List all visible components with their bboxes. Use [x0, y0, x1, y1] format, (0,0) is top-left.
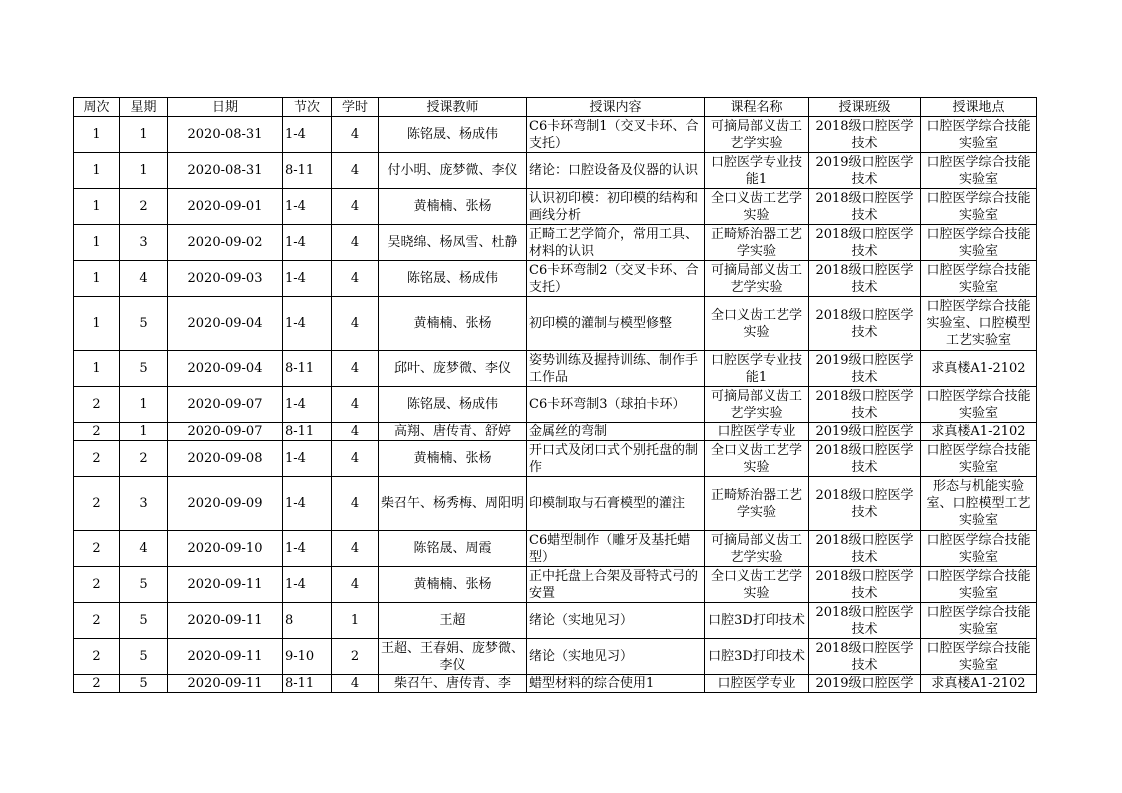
table-cell: 正畸矫治器工艺学实验: [705, 225, 809, 261]
table-cell: 陈铭晟、周霞: [379, 531, 527, 567]
table-cell: 2018级口腔医学技术: [809, 477, 921, 531]
column-header: 周次: [74, 98, 120, 117]
table-cell: 口腔医学综合技能实验室: [921, 189, 1037, 225]
table-cell: 1-4: [283, 567, 332, 603]
table-cell: 2018级口腔医学技术: [809, 261, 921, 297]
table-row: [74, 531, 1037, 567]
table-cell: 2019级口腔医学技术: [809, 153, 921, 189]
table-cell: 2018级口腔医学技术: [809, 441, 921, 477]
table-cell: 口腔医学综合技能实验室: [921, 567, 1037, 603]
table-cell: 黄楠楠、张杨: [379, 297, 527, 351]
table-cell: 8: [283, 603, 332, 639]
table-cell: 2018级口腔医学技术: [809, 225, 921, 261]
table-cell: 求真楼A1-2102: [921, 675, 1037, 693]
table-cell: 2018级口腔医学技术: [809, 387, 921, 423]
table-cell: 2019级口腔医学: [809, 675, 921, 693]
table-cell: C6卡环弯制3（球拍卡环）: [527, 387, 705, 423]
table-cell: 2020-09-02: [168, 225, 283, 261]
table-row: [74, 225, 1037, 261]
table-cell: 3: [120, 225, 168, 261]
table-cell: 4: [332, 387, 379, 423]
table-cell: 2: [74, 531, 120, 567]
table-cell: 2: [74, 387, 120, 423]
table-cell: 2018级口腔医学技术: [809, 297, 921, 351]
table-cell: 姿势训练及握持训练、制作手工作品: [527, 351, 705, 387]
table-cell: 2020-09-07: [168, 423, 283, 441]
table-row: [74, 639, 1037, 675]
table-cell: 1: [332, 603, 379, 639]
column-header: 学时: [332, 98, 379, 117]
column-header: 授课班级: [809, 98, 921, 117]
table-cell: 2020-09-11: [168, 567, 283, 603]
table-cell: 2018级口腔医学技术: [809, 567, 921, 603]
table-cell: 2: [74, 603, 120, 639]
table-row: [74, 117, 1037, 153]
table-row: [74, 603, 1037, 639]
column-header: 课程名称: [705, 98, 809, 117]
table-cell: 5: [120, 297, 168, 351]
table-cell: C6卡环弯制1（交叉卡环、合支托）: [527, 117, 705, 153]
table-cell: 4: [332, 567, 379, 603]
table-cell: 1: [74, 189, 120, 225]
table-cell: 4: [332, 261, 379, 297]
table-cell: 金属丝的弯制: [527, 423, 705, 441]
table-row: [74, 423, 1037, 441]
table-cell: 口腔医学综合技能实验室: [921, 117, 1037, 153]
table-cell: 4: [332, 297, 379, 351]
table-cell: 口腔医学综合技能实验室: [921, 639, 1037, 675]
table-cell: 求真楼A1-2102: [921, 351, 1037, 387]
table-cell: 8-11: [283, 675, 332, 693]
table-cell: 口腔3D打印技术: [705, 603, 809, 639]
table-cell: 4: [332, 423, 379, 441]
table-cell: 陈铭晟、杨成伟: [379, 117, 527, 153]
table-cell: 口腔医学综合技能实验室: [921, 441, 1037, 477]
table-cell: 8-11: [283, 351, 332, 387]
table-cell: 初印模的灌制与模型修整: [527, 297, 705, 351]
table-cell: 1-4: [283, 189, 332, 225]
table-cell: 绪论（实地见习）: [527, 639, 705, 675]
table-cell: 蜡型材料的综合使用1: [527, 675, 705, 693]
table-cell: 2020-09-03: [168, 261, 283, 297]
table-row: [74, 387, 1037, 423]
table-cell: 付小明、庞梦微、李仪: [379, 153, 527, 189]
table-cell: 口腔医学综合技能实验室: [921, 387, 1037, 423]
table-cell: 2: [74, 567, 120, 603]
table-cell: 可摘局部义齿工艺学实验: [705, 531, 809, 567]
table-cell: 2020-09-07: [168, 387, 283, 423]
table-cell: 口腔医学综合技能实验室: [921, 603, 1037, 639]
table-row: [74, 477, 1037, 531]
table-cell: 口腔医学专业技能1: [705, 351, 809, 387]
table-cell: 口腔医学综合技能实验室: [921, 225, 1037, 261]
table-cell: 2018级口腔医学技术: [809, 117, 921, 153]
table-cell: 陈铭晟、杨成伟: [379, 261, 527, 297]
table-cell: 1-4: [283, 225, 332, 261]
table-cell: 2020-09-10: [168, 531, 283, 567]
table-cell: 口腔医学综合技能实验室、口腔模型工艺实验室: [921, 297, 1037, 351]
table-cell: 4: [332, 675, 379, 693]
table-cell: 8-11: [283, 423, 332, 441]
table-cell: 2018级口腔医学技术: [809, 639, 921, 675]
column-header: 授课教师: [379, 98, 527, 117]
column-header: 节次: [283, 98, 332, 117]
table-cell: 1: [120, 117, 168, 153]
table-cell: 正中托盘上合架及哥特式弓的安置: [527, 567, 705, 603]
table-cell: 1-4: [283, 477, 332, 531]
table-cell: 1: [74, 261, 120, 297]
table-cell: 2020-08-31: [168, 117, 283, 153]
table-cell: 2: [74, 477, 120, 531]
table-cell: 绪论：口腔设备及仪器的认识: [527, 153, 705, 189]
table-cell: 1: [74, 225, 120, 261]
table-cell: 邱叶、庞梦微、李仪: [379, 351, 527, 387]
table-cell: 柴召午、唐传青、李: [379, 675, 527, 693]
table-cell: 2018级口腔医学技术: [809, 531, 921, 567]
table-cell: 认识初印模：初印模的结构和画线分析: [527, 189, 705, 225]
table-cell: 2020-09-04: [168, 351, 283, 387]
table-cell: 吴晓绵、杨凤雪、杜静: [379, 225, 527, 261]
table-cell: 4: [120, 531, 168, 567]
table-cell: 黄楠楠、张杨: [379, 441, 527, 477]
table-cell: 绪论（实地见习）: [527, 603, 705, 639]
table-cell: 4: [332, 351, 379, 387]
table-cell: 2020-08-31: [168, 153, 283, 189]
schedule-table: [73, 97, 1037, 693]
table-cell: 4: [332, 531, 379, 567]
table-cell: 4: [120, 261, 168, 297]
table-cell: 5: [120, 567, 168, 603]
table-cell: 口腔医学专业: [705, 423, 809, 441]
table-row: [74, 153, 1037, 189]
table-cell: 2020-09-11: [168, 639, 283, 675]
table-cell: C6蜡型制作（雕牙及基托蜡型）: [527, 531, 705, 567]
table-cell: 口腔医学专业: [705, 675, 809, 693]
table-cell: 王超、王春娟、庞梦微、李仪: [379, 639, 527, 675]
table-cell: 全口义齿工艺学实验: [705, 189, 809, 225]
table-cell: 2: [74, 639, 120, 675]
table-cell: 2020-09-08: [168, 441, 283, 477]
table-cell: 全口义齿工艺学实验: [705, 297, 809, 351]
table-cell: 可摘局部义齿工艺学实验: [705, 261, 809, 297]
table-cell: 黄楠楠、张杨: [379, 189, 527, 225]
table-cell: 全口义齿工艺学实验: [705, 441, 809, 477]
table-cell: 陈铭晟、杨成伟: [379, 387, 527, 423]
table-cell: 正畸工艺学简介，常用工具、材料的认识: [527, 225, 705, 261]
table-cell: 口腔医学专业技能1: [705, 153, 809, 189]
table-cell: 2020-09-11: [168, 603, 283, 639]
table-cell: 1: [74, 117, 120, 153]
table-cell: 1: [74, 153, 120, 189]
table-cell: 1: [120, 423, 168, 441]
table-cell: 2020-09-09: [168, 477, 283, 531]
table-cell: 5: [120, 639, 168, 675]
table-cell: 1: [74, 351, 120, 387]
table-cell: 口腔医学综合技能实验室: [921, 261, 1037, 297]
table-cell: 正畸矫治器工艺学实验: [705, 477, 809, 531]
table-cell: 2: [120, 189, 168, 225]
table-cell: 1-4: [283, 387, 332, 423]
table-cell: 形态与机能实验室、口腔模型工艺实验室: [921, 477, 1037, 531]
table-cell: 1-4: [283, 531, 332, 567]
table-cell: 王超: [379, 603, 527, 639]
table-cell: 4: [332, 153, 379, 189]
table-cell: 1: [120, 153, 168, 189]
table-cell: 1: [120, 387, 168, 423]
table-cell: 2: [332, 639, 379, 675]
table-cell: 2018级口腔医学技术: [809, 189, 921, 225]
table-cell: 1-4: [283, 117, 332, 153]
table-cell: 2020-09-04: [168, 297, 283, 351]
table-cell: 4: [332, 189, 379, 225]
header-row: [74, 98, 1037, 117]
column-header: 授课内容: [527, 98, 705, 117]
table-cell: 5: [120, 351, 168, 387]
table-cell: 4: [332, 477, 379, 531]
table-row: [74, 351, 1037, 387]
table-cell: 开口式及闭口式个别托盘的制作: [527, 441, 705, 477]
column-header: 日期: [168, 98, 283, 117]
table-cell: 4: [332, 441, 379, 477]
table-cell: 口腔医学综合技能实验室: [921, 531, 1037, 567]
table-cell: 2019级口腔医学技术: [809, 351, 921, 387]
table-cell: 1-4: [283, 441, 332, 477]
table-cell: 2: [74, 675, 120, 693]
table-row: [74, 261, 1037, 297]
table-cell: 柴召午、杨秀梅、周阳明: [379, 477, 527, 531]
table-cell: 8-11: [283, 153, 332, 189]
table-row: [74, 567, 1037, 603]
column-header: 授课地点: [921, 98, 1037, 117]
table-cell: 求真楼A1-2102: [921, 423, 1037, 441]
table-row: [74, 189, 1037, 225]
table-cell: 可摘局部义齿工艺学实验: [705, 117, 809, 153]
table-cell: 口腔医学综合技能实验室: [921, 153, 1037, 189]
table-cell: 2020-09-01: [168, 189, 283, 225]
table-cell: 高翔、唐传青、舒婷: [379, 423, 527, 441]
table-cell: 2019级口腔医学: [809, 423, 921, 441]
table-cell: 5: [120, 603, 168, 639]
table-cell: 全口义齿工艺学实验: [705, 567, 809, 603]
table-cell: 2: [74, 423, 120, 441]
table-cell: 黄楠楠、张杨: [379, 567, 527, 603]
table-cell: 4: [332, 117, 379, 153]
column-header: 星期: [120, 98, 168, 117]
table-cell: 3: [120, 477, 168, 531]
table-cell: 1: [74, 297, 120, 351]
table-row: [74, 297, 1037, 351]
schedule-body: [74, 117, 1037, 693]
table-cell: 9-10: [283, 639, 332, 675]
table-cell: 2020-09-11: [168, 675, 283, 693]
table-cell: 可摘局部义齿工艺学实验: [705, 387, 809, 423]
table-cell: 1-4: [283, 261, 332, 297]
table-row: [74, 675, 1037, 693]
table-cell: C6卡环弯制2（交叉卡环、合支托）: [527, 261, 705, 297]
table-cell: 口腔3D打印技术: [705, 639, 809, 675]
table-cell: 印模制取与石膏模型的灌注: [527, 477, 705, 531]
table-cell: 2018级口腔医学技术: [809, 603, 921, 639]
table-cell: 2: [120, 441, 168, 477]
table-cell: 1-4: [283, 297, 332, 351]
table-cell: 5: [120, 675, 168, 693]
table-cell: 2: [74, 441, 120, 477]
table-cell: 4: [332, 225, 379, 261]
table-row: [74, 441, 1037, 477]
